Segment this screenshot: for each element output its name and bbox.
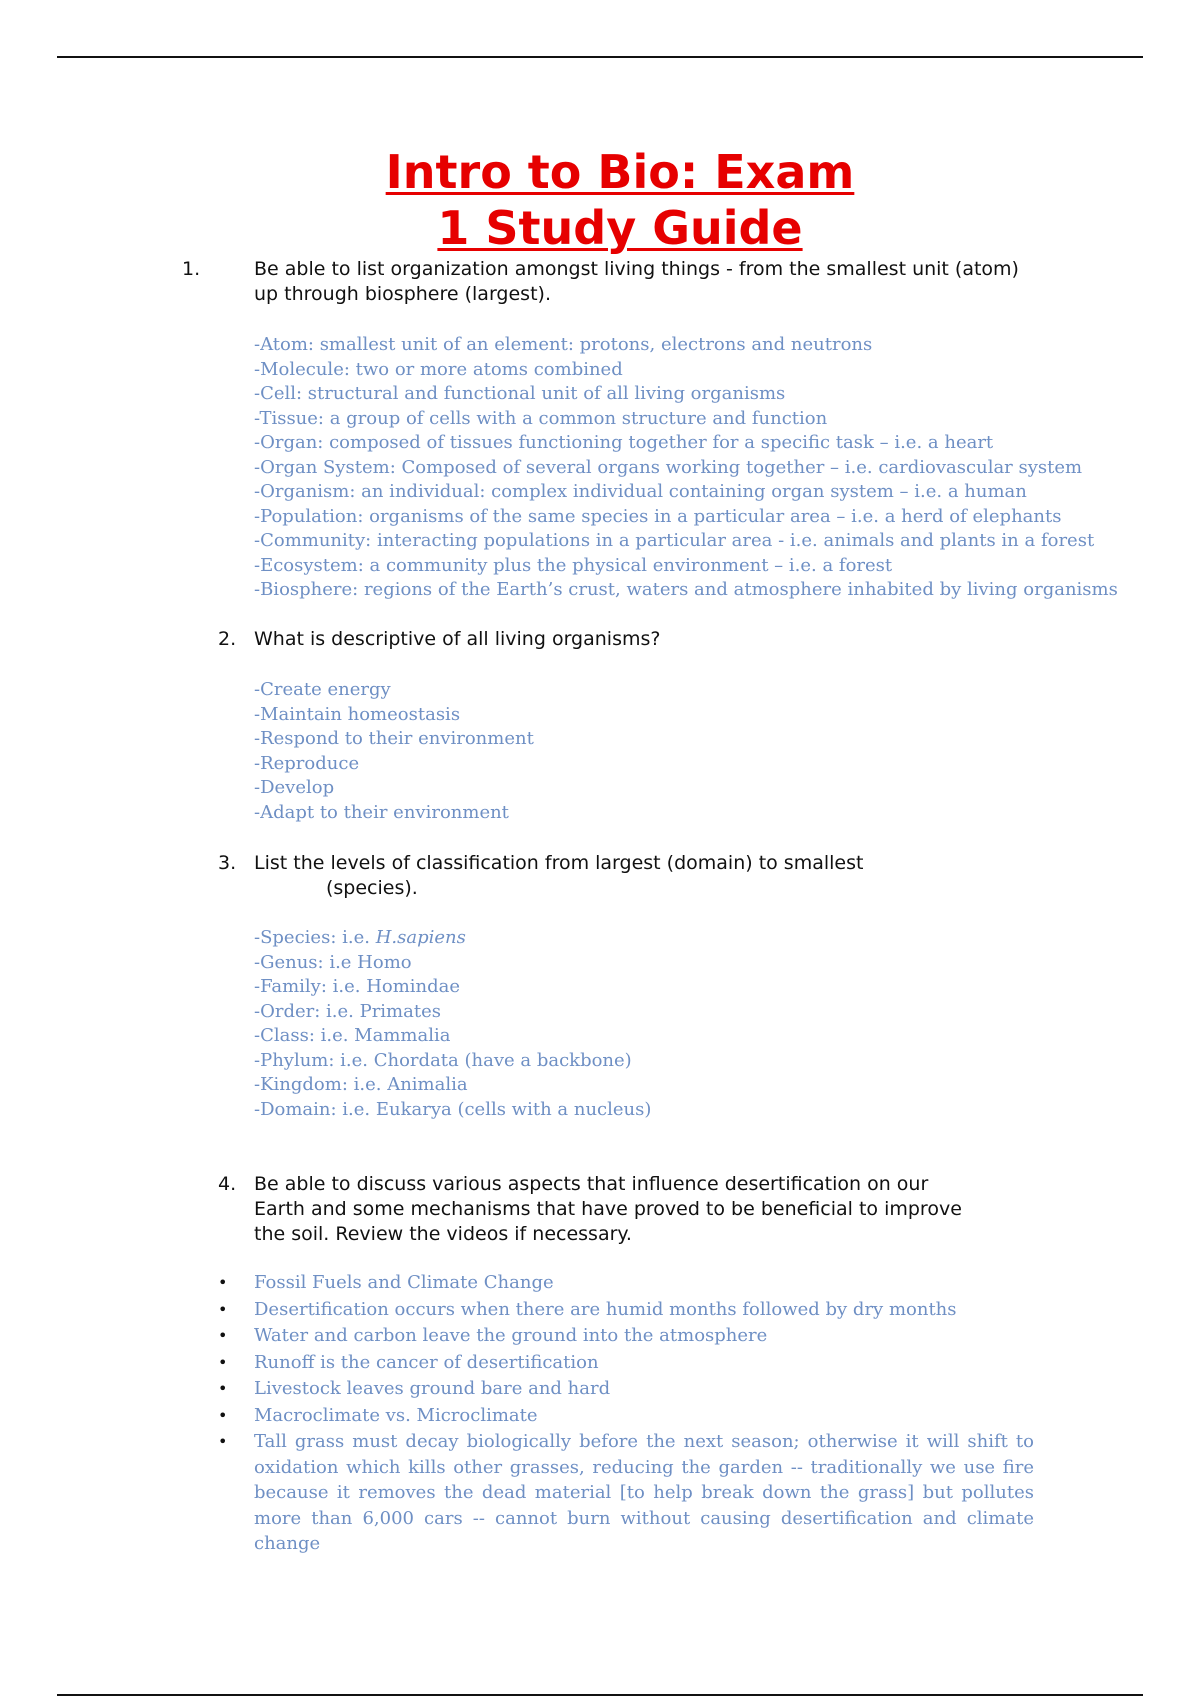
- list-item: [218, 1403, 1034, 1429]
- species-prefix: -Species: i.e.: [254, 927, 376, 948]
- list-item: -Reproduce: [254, 752, 360, 774]
- list-item: -Population: organisms of the same species in a particular area – i.e. a herd of elephants: [254, 505, 1062, 527]
- question-text-line-1: List the levels of classification from largest (domain) to smallest: [254, 852, 864, 874]
- list-item: [254, 926, 651, 951]
- list-item: -Ecosystem: a community plus the physical environment – i.e. a forest: [254, 554, 893, 576]
- list-item: [218, 1323, 1034, 1349]
- bullet-icon: •: [218, 1379, 228, 1398]
- question-3: [218, 851, 1038, 903]
- list-item: [218, 1350, 1034, 1376]
- answer-list-3: [254, 926, 651, 1122]
- list-item: -Cell: structural and functional unit of all living organisms: [254, 383, 786, 404]
- bullet-icon: •: [218, 1432, 228, 1451]
- answer-list-2: [254, 678, 534, 825]
- bullet-text: Water and carbon leave the ground into the atmosphere: [254, 1325, 768, 1346]
- question-text-line-2: (species).: [326, 877, 418, 899]
- question-number: 2.: [218, 628, 237, 650]
- list-item: [218, 1270, 1034, 1296]
- list-item: -Class: i.e. Mammalia: [254, 1025, 451, 1046]
- question-4: [218, 1172, 1048, 1248]
- list-item: -Family: i.e. Homindae: [254, 976, 461, 997]
- bullet-text: Tall grass must decay biologically before the next season; otherwise it will shift to oxidation which kills other grasses, reducing the garden -- traditionally we use fire because it removes the dead material [to help break down the grass] but pollutes more than 6,000 cars -- cannot burn without causing desertification and climate change: [254, 1431, 1034, 1554]
- bullet-text: Macroclimate vs. Microclimate: [254, 1404, 538, 1426]
- question-2: [218, 627, 1038, 653]
- header-rule: [57, 56, 1143, 58]
- title-line-1: Intro to Bio: Exam: [385, 145, 855, 199]
- list-item: -Community: interacting populations in a particular area - i.e. animals and plants in a forest: [254, 530, 1095, 551]
- bullet-icon: •: [218, 1273, 228, 1292]
- question-number: 4.: [218, 1173, 237, 1195]
- bullet-text: Livestock leaves ground bare and hard: [254, 1378, 611, 1399]
- list-item: -Develop: [254, 777, 335, 798]
- list-item: -Phylum: i.e. Chordata (have a backbone): [254, 1049, 632, 1071]
- bullet-text: Desertification occurs when there are humid months followed by dry months: [254, 1298, 957, 1320]
- list-item: [218, 1429, 1034, 1557]
- list-item: [218, 1297, 1034, 1323]
- page-title: [0, 144, 1200, 256]
- list-item: -Organ: composed of tissues functioning together for a specific task – i.e. a heart: [254, 432, 994, 453]
- list-item: -Create energy: [254, 679, 391, 700]
- question-number: 3.: [218, 852, 237, 874]
- list-item: -Kingdom: i.e. Animalia: [254, 1074, 468, 1095]
- question-text: Be able to list organization amongst living things - from the smallest unit (atom) up through biosphere (largest).: [254, 258, 1019, 305]
- list-item: -Adapt to their environment: [254, 801, 509, 823]
- footer-rule: [57, 1694, 1143, 1696]
- bullet-text: Runoff is the cancer of desertification: [254, 1351, 599, 1373]
- question-text: What is descriptive of all living organisms?: [254, 628, 661, 650]
- list-item: -Order: i.e. Primates: [254, 1000, 441, 1022]
- list-item: -Genus: i.e Homo: [254, 951, 412, 973]
- question-text-line-2: Earth and some mechanisms that have proved to be beneficial to improve: [254, 1198, 962, 1220]
- species-name: H.sapiens: [375, 927, 466, 948]
- list-item: -Organ System: Composed of several organs working together – i.e. cardiovascular system: [254, 456, 1083, 478]
- list-item: -Maintain homeostasis: [254, 703, 461, 725]
- list-item: -Biosphere: regions of the Earth’s crust, waters and atmosphere inhabited by living organisms: [254, 579, 1118, 600]
- bullet-icon: •: [218, 1299, 228, 1319]
- question-text-line-3: the soil. Review the videos if necessary.: [254, 1223, 632, 1245]
- list-item: -Atom: smallest unit of an element: protons, electrons and neutrons: [254, 334, 873, 355]
- question-text-line-1: Be able to discuss various aspects that influence desertification on our: [254, 1173, 929, 1195]
- bullet-icon: •: [218, 1326, 228, 1345]
- answer-list-1: [254, 333, 1118, 603]
- question-1: [182, 257, 1042, 309]
- list-item: -Tissue: a group of cells with a common structure and function: [254, 407, 828, 429]
- bullet-icon: •: [218, 1352, 228, 1372]
- list-item: -Domain: i.e. Eukarya (cells with a nucleus): [254, 1098, 652, 1120]
- bullet-text: Fossil Fuels and Climate Change: [254, 1272, 554, 1293]
- question-number: 1.: [182, 258, 201, 280]
- title-line-2: 1 Study Guide: [437, 201, 803, 255]
- list-item: -Respond to their environment: [254, 728, 534, 749]
- bullet-list-4: [218, 1270, 1034, 1558]
- list-item: -Molecule: two or more atoms combined: [254, 358, 623, 380]
- bullet-icon: •: [218, 1405, 228, 1425]
- list-item: -Organism: an individual: complex individual containing organ system – i.e. a human: [254, 481, 1027, 502]
- list-item: [218, 1376, 1034, 1402]
